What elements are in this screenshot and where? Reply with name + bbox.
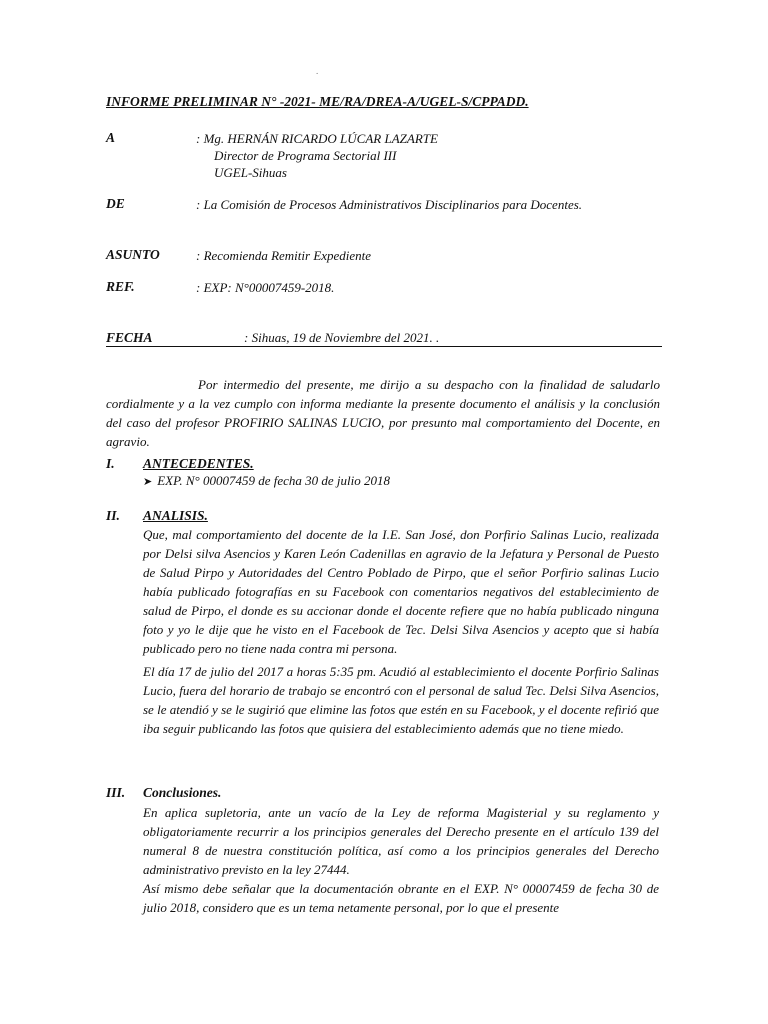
from-label: DE (106, 196, 125, 211)
section-3-title: Conclusiones. (143, 785, 222, 800)
from-value: : La Comisión de Procesos Administrativos Disciplinarios para Docentes. (196, 197, 583, 212)
to-value (196, 130, 438, 181)
ref-label: REF. (106, 279, 135, 294)
section-1-bullet (143, 473, 390, 489)
arrow-bullet-icon: ➤ (143, 476, 153, 488)
section-2-paragraph-1: Que, mal comportamiento del docente de la I.E. San José, don Porfirio Salinas Lucio, realizada por Delsi silva Asencios y Karen León Cadenillas en agravio de la Jefatura y Personal de Puesto de Salud Pirpo y Autoridades del Centro Poblado de Pirpo, que el señor Porfirio salinas Lucio había publicado fotografías en su Facebook con comentarios negativos del establecimiento de salud de Pirpo, el donde es su accionar donde el docente refiere que no había publicado ninguna foto y yo le dije que he visto en el Facebook de Tec. Delsi Silva Asencios y acepto que si había publicado pero no tiene nada contra mi persona. (143, 527, 659, 656)
section-3-paragraph-1: En aplica supletoria, ante un vacío de la Ley de reforma Magisterial y su reglamento y obligatoriamente recurrir a los principios generales del Derecho presente en el artículo 139 del numeral 8 de nuestra constitución política, así como a los principios generales del Derecho administrativo previsto en la ley 27444. (143, 805, 659, 877)
section-3-number: III. (106, 785, 126, 800)
intro-text: Por intermedio del presente, me dirijo a su despacho con la finalidad de saludarlo cordialmente y a la vez cumplo con informa mediante la presente documento el análisis y la conclusión del caso del profesor PROFIRIO SALINAS LUCIO, por presunto mal comportamiento del Docente, en agravio. (106, 377, 660, 449)
section-1-number: I. (106, 456, 115, 471)
subject-label: ASUNTO (106, 247, 160, 262)
section-2-title: ANALISIS. (143, 508, 208, 523)
date-label: FECHA (106, 330, 153, 345)
date-value: : Sihuas, 19 de Noviembre del 2021. . (244, 330, 440, 345)
to-line-2: Director de Programa Sectorial III (214, 148, 397, 163)
intro-paragraph (106, 375, 660, 451)
to-label: A (106, 130, 116, 145)
section-1-title: ANTECEDENTES. (143, 456, 254, 471)
ref-value: : EXP: N°00007459-2018. (196, 280, 335, 295)
report-title: INFORME PRELIMINAR N° -2021- ME/RA/DREA-A/UGEL-S/CPPADD. (106, 94, 529, 109)
to-line-3: UGEL-Sihuas (214, 165, 287, 180)
section-2-number: II. (106, 508, 120, 523)
header-divider (106, 346, 662, 347)
section-2-paragraph-2: El día 17 de julio del 2017 a horas 5:35 pm. Acudió al establecimiento el docente Porfirio Salinas Lucio, fuera del horario de trabajo se encontró con el personal de salud Tec. Delsi Silva Asencios, se le atendió y se le sugirió que elimine las fotos que estén en su Facebook, y el docente refirió que iba seguir publicando las fotos que quisiera del establecimiento además que no tiene miedo. (143, 664, 659, 736)
section-1-bullet-text: EXP. N° 00007459 de fecha 30 de julio 2018 (157, 473, 391, 488)
stray-mark: . (316, 66, 319, 76)
section-3-paragraph-2: Así mismo debe señalar que la documentación obrante en el EXP. N° 00007459 de fecha 30 de julio 2018, considero que es un tema netamente personal, por lo que el presente (143, 881, 659, 915)
subject-value: : Recomienda Remitir Expediente (196, 248, 372, 263)
to-line-1: : Mg. HERNÁN RICARDO LÚCAR LAZARTE (196, 131, 438, 146)
